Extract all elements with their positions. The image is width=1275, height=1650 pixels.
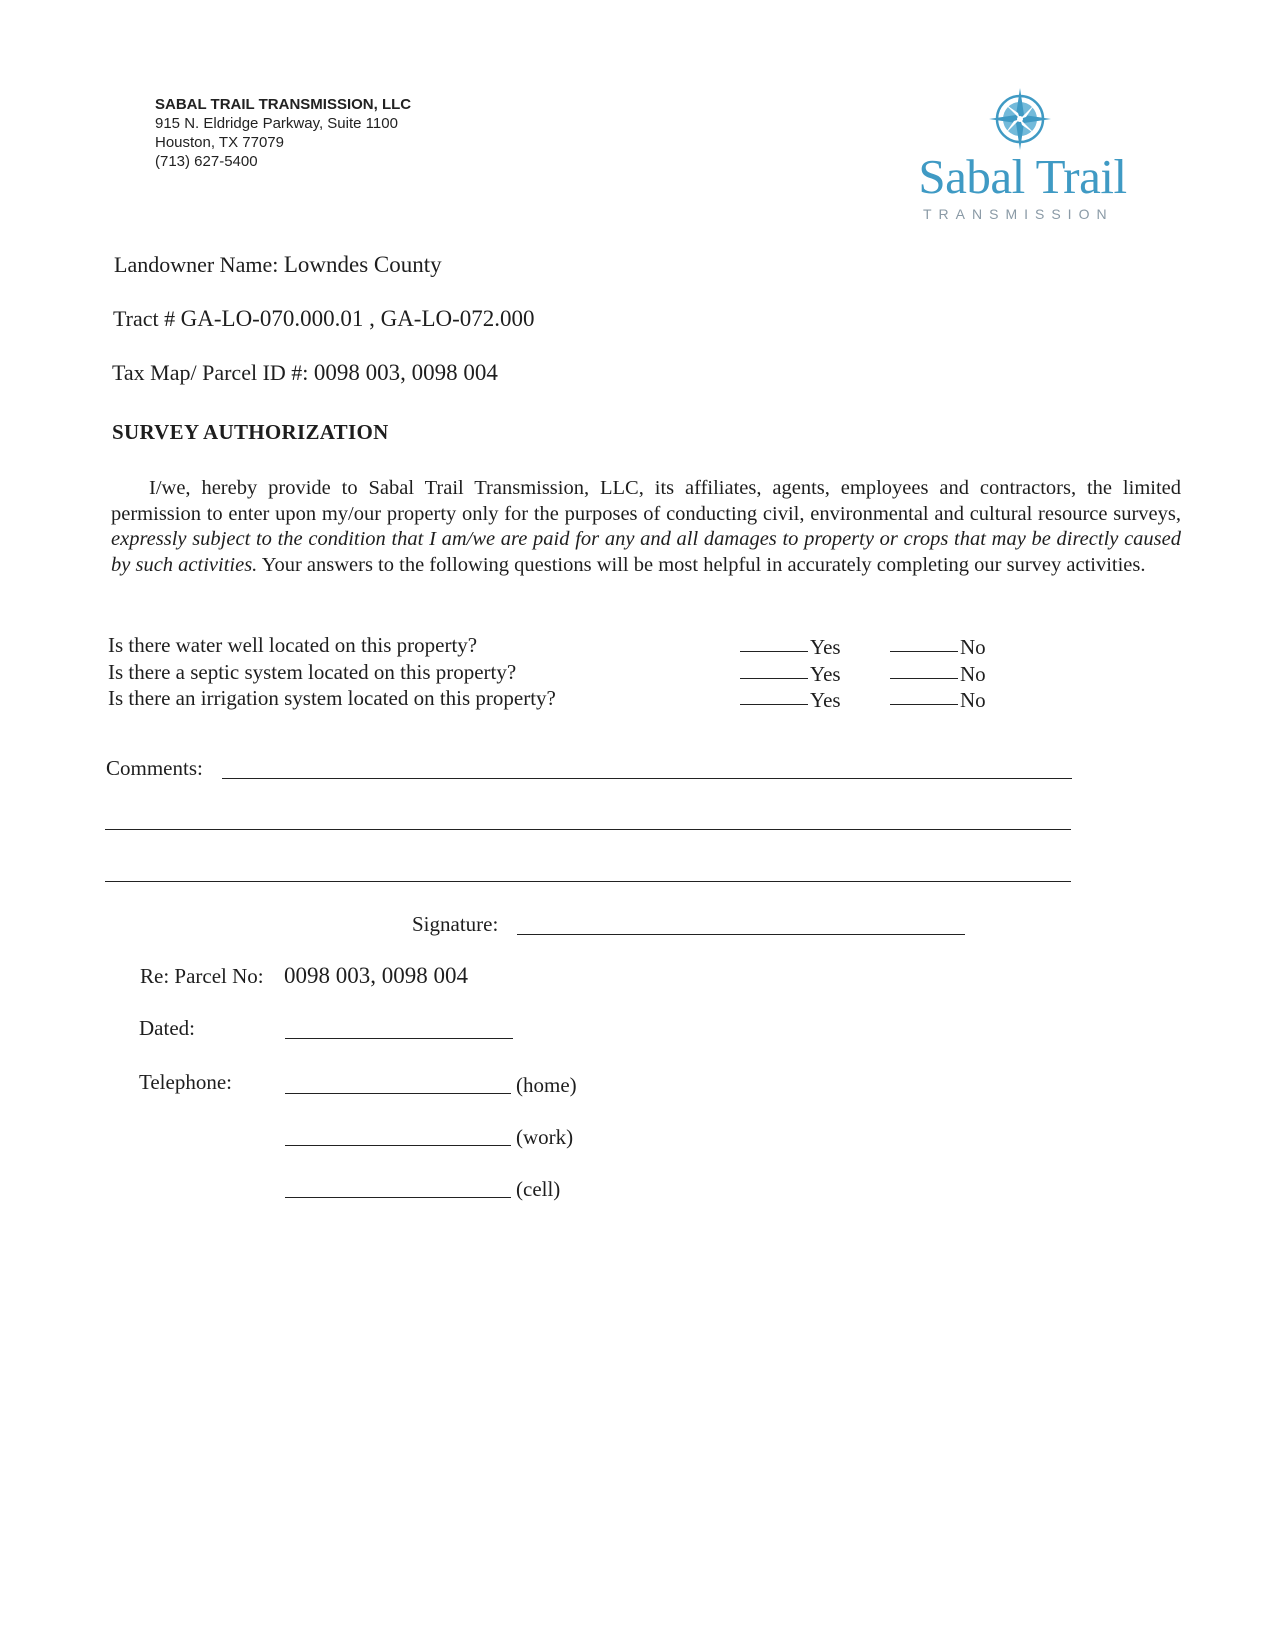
yes-label: Yes: [810, 661, 841, 686]
company-name: SABAL TRAIL TRANSMISSION, LLC: [155, 96, 412, 113]
telephone-work-line[interactable]: [285, 1145, 511, 1146]
landowner-name-value: Lowndes County: [283, 252, 442, 277]
parcel-id-field: [112, 360, 498, 386]
tract-number-label: Tract #: [113, 306, 176, 331]
yes-blank[interactable]: [740, 661, 808, 679]
telephone-label: Telephone:: [139, 1070, 232, 1094]
logo-wordmark: Sabal Trail: [918, 149, 1127, 204]
telephone-home-label: (home): [516, 1073, 577, 1097]
dated-line[interactable]: [285, 1038, 513, 1039]
re-parcel-value: 0098 003, 0098 004: [284, 963, 468, 988]
no-blank[interactable]: [890, 634, 958, 652]
paragraph-italic-condition: expressly subject to the condition that I am/we are paid for any and all damages to property or crops that may be directly caused by such activities.: [111, 528, 1181, 576]
parcel-id-label: Tax Map/ Parcel ID #:: [112, 360, 309, 385]
company-address-block: [155, 95, 411, 171]
no-blank[interactable]: [890, 687, 958, 705]
comments-label: Comments:: [106, 756, 203, 780]
comments-line-2[interactable]: [105, 829, 1071, 830]
yes-blank[interactable]: [740, 634, 808, 652]
property-questions: [108, 632, 556, 712]
section-heading: SURVEY AUTHORIZATION: [112, 420, 389, 444]
yes-label: Yes: [810, 635, 841, 659]
re-parcel-field: [140, 964, 264, 989]
yes-label: Yes: [810, 688, 841, 712]
no-label: No: [960, 661, 986, 686]
landowner-name-label: Landowner Name:: [114, 252, 279, 277]
company-address-line1: 915 N. Eldridge Parkway, Suite 1100: [155, 115, 398, 132]
authorization-paragraph: [111, 476, 1181, 578]
telephone-work-label: (work): [516, 1125, 574, 1149]
question-water-well: Is there water well located on this property?: [108, 633, 478, 657]
paragraph-part1: I/we, hereby provide to Sabal Trail Transmission, LLC, its affiliates, agents, employees and contractors, the limited permission to enter upon my/our property only for the purposes of conducting civil, environmental and cultural resource surveys,: [111, 477, 1181, 525]
question-answers: [740, 634, 1040, 714]
company-address-line2: Houston, TX 77079: [155, 134, 284, 151]
no-blank[interactable]: [890, 661, 958, 679]
comments-line-1[interactable]: [222, 778, 1072, 779]
telephone-home-line[interactable]: [285, 1093, 511, 1094]
tract-number-field: [113, 306, 535, 332]
telephone-cell-label: (cell): [516, 1177, 561, 1201]
parcel-id-value: 0098 003, 0098 004: [313, 360, 498, 385]
signature-label: Signature:: [412, 912, 499, 936]
company-phone: (713) 627-5400: [155, 153, 258, 170]
question-septic-system: Is there a septic system located on this property?: [108, 659, 517, 684]
landowner-name-field: [114, 252, 442, 278]
question-irrigation-system: Is there an irrigation system located on this property?: [108, 686, 556, 710]
answer-row-irrigation-system: [740, 687, 1040, 714]
compass-rose-icon: [987, 86, 1053, 152]
signature-line[interactable]: [517, 934, 965, 935]
answer-row-water-well: [740, 634, 1040, 661]
logo-subtitle: TRANSMISSION: [923, 206, 1114, 222]
no-label: No: [960, 635, 986, 659]
paragraph-part2: Your answers to the following questions will be most helpful in accurately completing our survey activities.: [261, 553, 1146, 576]
comments-line-3[interactable]: [105, 881, 1071, 882]
no-label: No: [960, 688, 986, 712]
re-parcel-label: Re: Parcel No:: [140, 964, 264, 988]
yes-blank[interactable]: [740, 687, 808, 705]
dated-label: Dated:: [139, 1016, 195, 1040]
tract-number-value: GA-LO-070.000.01 , GA-LO-072.000: [180, 306, 535, 331]
answer-row-septic-system: [740, 661, 1040, 688]
telephone-cell-line[interactable]: [285, 1197, 511, 1198]
company-logo: [905, 86, 1140, 226]
